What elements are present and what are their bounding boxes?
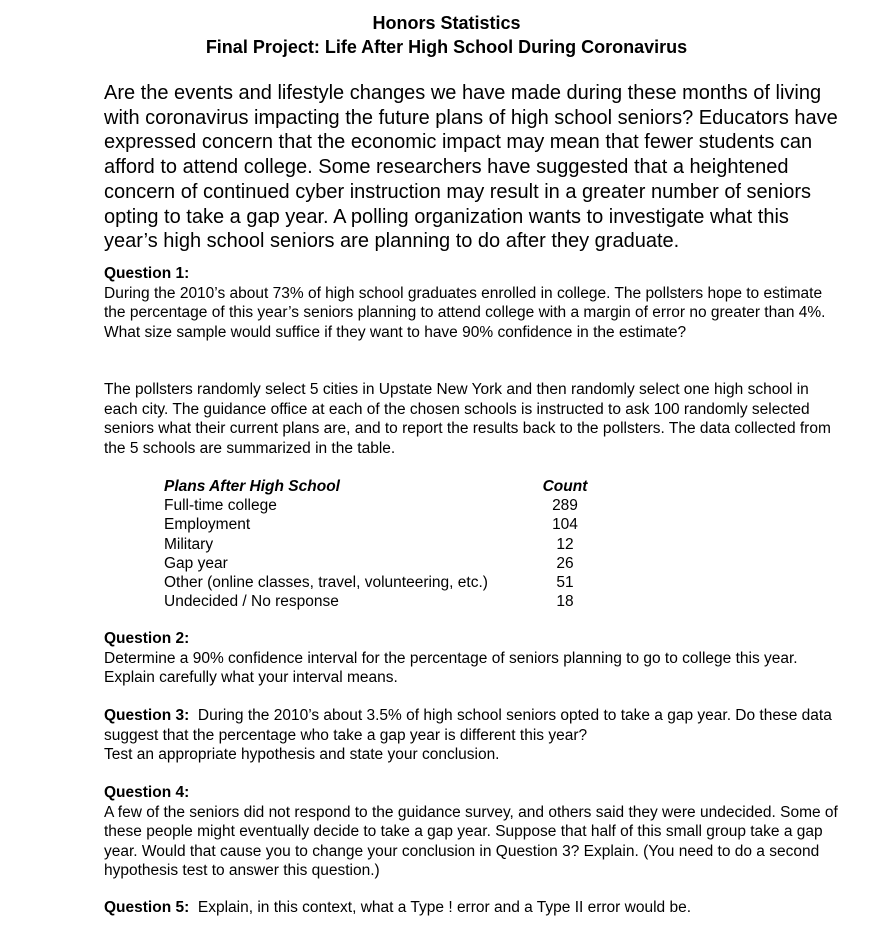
question-1-heading: Question 1: — [104, 265, 190, 282]
table-row — [164, 573, 594, 592]
question-3-instruction: Test an appropriate hypothesis and state your conclusion. — [104, 746, 500, 763]
table-row — [164, 554, 594, 573]
table-row — [164, 496, 594, 515]
table-row — [164, 535, 594, 554]
table-row — [164, 515, 594, 534]
plan-cell: Undecided / No response — [164, 593, 339, 611]
question-1-text: During the 2010’s about 73% of high school graduates enrolled in college. The pollsters hope to estimate the percentage of this year’s seniors planning to attend college with a margin of error no greater than 4%. What size sample would suffice if they want to have 90% confidence in the estimate? — [104, 284, 826, 341]
question-5-text: Explain, in this context, what a Type ! error and a Type II error would be. — [197, 899, 691, 916]
question-1 — [104, 264, 844, 342]
plan-cell: Employment — [164, 516, 251, 534]
question-4 — [104, 783, 844, 881]
question-3 — [104, 706, 844, 765]
question-4-heading: Question 4: — [104, 784, 190, 801]
question-2 — [104, 629, 844, 688]
count-cell: 51 — [556, 574, 574, 592]
question-5 — [104, 898, 844, 918]
methodology-paragraph — [104, 380, 844, 458]
question-5-heading: Question 5: — [104, 899, 190, 916]
question-4-text: A few of the seniors did not respond to the guidance survey, and others said they were undecided. Some of these people might eventually decide to take a gap year. Suppose that half of this small group take a gap year. Would that cause you to change your conclusion in Question 3? Explain. (You need to do a second hypothesis test to answer this question.) — [104, 803, 838, 879]
table-row — [164, 592, 594, 611]
column-header-count: Count — [542, 478, 588, 495]
table-header-row — [164, 477, 594, 496]
question-2-heading: Question 2: — [104, 630, 190, 647]
question-3-text: During the 2010’s about 3.5% of high school seniors opted to take a gap year. Do these data suggest that the percentage who take a gap year is different this year? — [104, 707, 832, 744]
intro-paragraph: Are the events and lifestyle changes we have made during these months of living with coronavirus impacting the future plans of high school seniors? Educators have expressed concern that the economic impact may mean that fewer students can afford to attend college. Some researchers have suggested that a heightened concern of continued cyber instruction may result in a greater number of seniors opting to take a gap year. A polling organization wants to investigate what this year’s high school seniors are planning to do after they graduate. — [104, 82, 838, 253]
count-cell: 26 — [556, 554, 574, 572]
question-2-text: Determine a 90% confidence interval for the percentage of seniors planning to go to college this year. Explain carefully what your interval means. — [104, 649, 798, 686]
document-subtitle: Final Project: Life After High School During Coronavirus — [205, 37, 688, 57]
count-cell: 289 — [552, 497, 578, 515]
methodology-text: The pollsters randomly select 5 cities in Upstate New York and then randomly select one high school in each city. The guidance office at each of the chosen schools is instructed to ask 100 randomly selected seniors what their current plans are, and to report the results back to the pollsters. The data collected from the 5 schools are summarized in the table. — [104, 381, 831, 457]
plan-cell: Military — [164, 535, 214, 553]
count-cell: 104 — [552, 516, 578, 534]
document-title: Honors Statistics — [372, 13, 521, 33]
question-5-body — [104, 898, 844, 918]
count-cell: 12 — [556, 535, 574, 553]
question-3-heading: Question 3: — [104, 707, 190, 724]
plans-table — [164, 477, 594, 611]
question-3-body — [104, 706, 844, 745]
plan-cell: Full-time college — [164, 497, 277, 515]
plan-cell: Gap year — [164, 554, 228, 572]
column-header-plans: Plans After High School — [164, 478, 340, 495]
count-cell: 18 — [556, 593, 574, 611]
plan-cell: Other (online classes, travel, volunteering, etc.) — [164, 574, 488, 592]
